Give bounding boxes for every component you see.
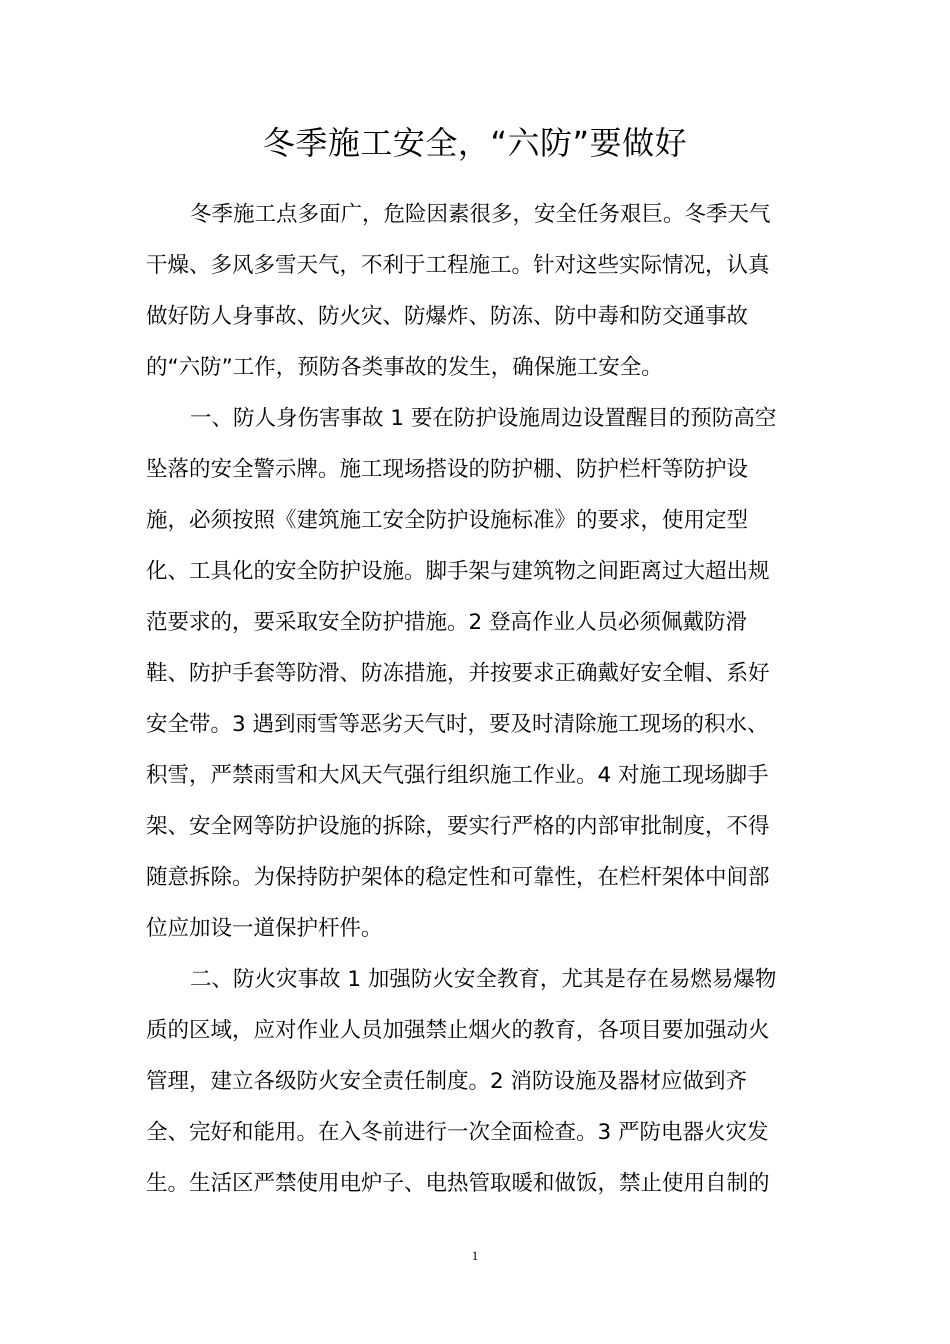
paragraph-2-line-6: 鞋、防护手套等防滑、防冻措施，并按要求正确戴好安全帽、系好: [146, 661, 770, 686]
paragraph-2-line-1: 一、防人身伤害事故 1 要在防护设施周边设置醒目的预防高空: [190, 406, 777, 431]
paragraph-2-line-7: 安全带。3 遇到雨雪等恶劣天气时，要及时清除施工现场的积水、: [146, 712, 769, 737]
page-number: 1: [471, 1248, 479, 1263]
paragraph-1-line-4: 的“六防”工作，预防各类事故的发生，确保施工安全。: [146, 355, 663, 380]
document-body: [146, 189, 806, 1209]
paragraph-2-line-2: 坠落的安全警示牌。施工现场搭设的防护棚、防护栏杆等防护设: [146, 457, 749, 482]
paragraph-2-line-5: 范要求的，要采取安全防护措施。2 登高作业人员必须佩戴防滑: [146, 610, 748, 635]
paragraph-2-line-10: 随意拆除。为保持防护架体的稳定性和可靠性，在栏杆架体中间部: [146, 865, 770, 890]
paragraph-2-line-4: 化、工具化的安全防护设施。脚手架与建筑物之间距离过大超出规: [146, 559, 770, 584]
document-title: 冬季施工安全，“六防”要做好: [262, 124, 688, 162]
paragraph-3-line-4: 全、完好和能用。在入冬前进行一次全面检查。3 严防电器火灾发: [146, 1120, 769, 1145]
paragraph-2-line-8: 积雪，严禁雨雪和大风天气强行组织施工作业。4 对施工现场脚手: [146, 763, 769, 788]
paragraph-3-line-3: 管理，建立各级防火安全责任制度。2 消防设施及器材应做到齐: [146, 1069, 748, 1094]
paragraph-3-line-2: 质的区域，应对作业人员加强禁止烟火的教育，各项目要加强动火: [146, 1018, 770, 1043]
paragraph-2-line-9: 架、安全网等防护设施的拆除，要实行严格的内部审批制度，不得: [146, 814, 770, 839]
paragraph-2-line-3: 施，必须按照《建筑施工安全防护设施标准》的要求，使用定型: [146, 508, 749, 533]
paragraph-1-line-1: 冬季施工点多面广，危险因素很多，安全任务艰巨。冬季天气: [190, 202, 771, 227]
paragraph-3-line-5: 生。生活区严禁使用电炉子、电热管取暖和做饭，禁止使用自制的: [146, 1171, 770, 1196]
paragraph-2-line-11: 位应加设一道保护杆件。: [146, 916, 383, 941]
paragraph-1-line-2: 干燥、多风多雪天气，不利于工程施工。针对这些实际情况，认真: [146, 253, 770, 278]
paragraph-3-line-1: 二、防火灾事故 1 加强防火安全教育，尤其是存在易燃易爆物: [190, 967, 777, 992]
paragraph-1-line-3: 做好防人身事故、防火灾、防爆炸、防冻、防中毒和防交通事故: [146, 304, 749, 329]
